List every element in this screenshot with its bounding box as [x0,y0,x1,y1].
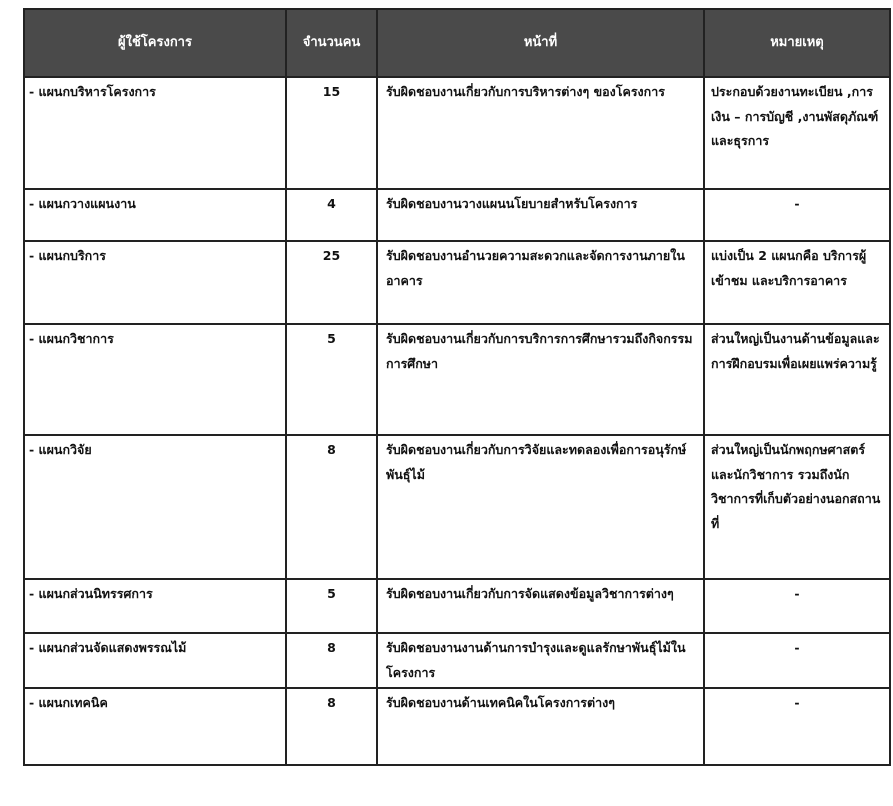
table-row [24,324,890,435]
cell-duty: รับผิดชอบงานวางแผนนโยบายสำหรับโครงการ [377,189,704,241]
cell-duty: รับผิดชอบงานเกี่ยวกับการวิจัยและทดลองเพื่อการอนุรักษ์พันธุ์ไม้ [377,435,704,579]
cell-duty: รับผิดชอบงานด้านเทคนิคในโครงการต่างๆ [377,688,704,765]
cell-department: - แผนกวางแผนงาน [24,189,286,241]
cell-note: - [704,189,890,241]
cell-note: - [704,688,890,765]
cell-duty: รับผิดชอบงานเกี่ยวกับการบริหารต่างๆ ของโครงการ [377,77,704,189]
cell-duty: รับผิดชอบงานอำนวยความสะดวกและจัดการงานภายในอาคาร [377,241,704,324]
cell-department: - แผนกบริการ [24,241,286,324]
cell-count: 4 [286,189,377,241]
cell-note: ส่วนใหญ่เป็นงานด้านข้อมูลและการฝึกอบรมเพื่อเผยแพร่ความรู้ [704,324,890,435]
table-row [24,633,890,688]
header-count: จำนวนคน [286,9,377,77]
cell-count: 8 [286,633,377,688]
table-body [24,77,890,765]
table-row [24,189,890,241]
cell-count: 25 [286,241,377,324]
table-row [24,688,890,765]
cell-note: ประกอบด้วยงานทะเบียน ,การเงิน – การบัญชี ,งานพัสดุภัณฑ์และธุรการ [704,77,890,189]
cell-note: แบ่งเป็น 2 แผนกคือ บริการผู้เข้าชม และบริการอาคาร [704,241,890,324]
cell-department: - แผนกเทคนิค [24,688,286,765]
header-duty: หน้าที่ [377,9,704,77]
cell-note: ส่วนใหญ่เป็นนักพฤกษศาสตร์และนักวิชาการ รวมถึงนักวิชาการที่เก็บตัวอย่างนอกสถานที่ [704,435,890,579]
cell-duty: รับผิดชอบงานเกี่ยวกับการจัดแสดงข้อมูลวิชาการต่างๆ [377,579,704,633]
table-row [24,77,890,189]
cell-count: 15 [286,77,377,189]
table-header [24,9,890,77]
table-row [24,241,890,324]
cell-note: - [704,579,890,633]
cell-duty: รับผิดชอบงานเกี่ยวกับการบริการการศึกษารวมถึงกิจกรรมการศึกษา [377,324,704,435]
cell-department: - แผนกบริหารโครงการ [24,77,286,189]
staff-table [23,8,891,766]
header-project-user: ผู้ใช้โครงการ [24,9,286,77]
table-row [24,435,890,579]
header-row [24,9,890,77]
table-row [24,579,890,633]
cell-note: - [704,633,890,688]
cell-count: 5 [286,579,377,633]
cell-count: 5 [286,324,377,435]
staff-table-container [23,8,889,766]
cell-department: - แผนกวิชาการ [24,324,286,435]
cell-duty: รับผิดชอบงานงานด้านการบำรุงและดูแลรักษาพันธุ์ไม้ในโครงการ [377,633,704,688]
cell-department: - แผนกส่วนนิทรรศการ [24,579,286,633]
cell-department: - แผนกวิจัย [24,435,286,579]
cell-department: - แผนกส่วนจัดแสดงพรรณไม้ [24,633,286,688]
cell-count: 8 [286,688,377,765]
header-note: หมายเหตุ [704,9,890,77]
cell-count: 8 [286,435,377,579]
